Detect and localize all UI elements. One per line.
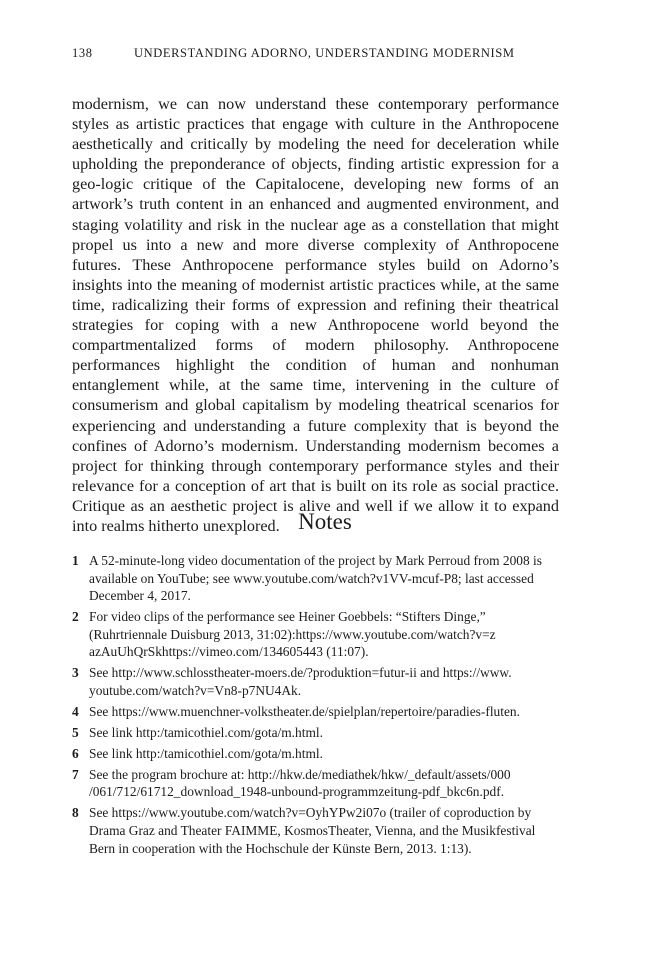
note-text: For video clips of the performance see Heiner Goebbels: “Stifters Dinge,” (Ruhrtriennale Duisburg 2013, 31:02):https://www.youtube.com/watch?v=z azAuUhQrSkhttps://vimeo.com/134605443 (11:07). xyxy=(89,609,496,660)
note-text: See https://www.youtube.com/watch?v=OyhYPw2i07o (trailer of coproduction by Drama Graz and Theater FAIMME, KosmosTheater, Vienna, and the Musikfestival Bern in cooperation with the Hochschule der Künste Bern, 2013. 1:13). xyxy=(89,805,536,856)
notes-heading: Notes xyxy=(298,509,352,534)
note-text: See https://www.muenchner-volkstheater.de/spielplan/repertoire/paradies-fluten. xyxy=(89,703,520,719)
page-header xyxy=(72,46,570,61)
page-number: 138 xyxy=(72,46,93,60)
note-text: See link http:/tamicothiel.com/gota/m.html. xyxy=(89,745,323,761)
note-text: See the program brochure at: http://hkw.de/mediathek/hkw/_default/assets/000 /061/712/61712_download_1948-unbound-programmzeitung-pdf_bkc6n.pdf. xyxy=(89,766,511,800)
note-item xyxy=(72,745,562,763)
note-item xyxy=(72,703,562,721)
note-item xyxy=(72,724,562,742)
note-number: 4 xyxy=(72,703,79,719)
note-number: 6 xyxy=(72,745,79,761)
note-item xyxy=(72,664,562,699)
note-item xyxy=(72,608,562,661)
running-head: UNDERSTANDING ADORNO, UNDERSTANDING MODERNISM xyxy=(134,46,515,60)
note-number: 1 xyxy=(72,553,79,568)
note-text: See link http:/tamicothiel.com/gota/m.html. xyxy=(89,724,323,740)
note-number: 3 xyxy=(72,665,79,681)
note-item xyxy=(72,766,562,801)
note-text: See http://www.schlosstheater-moers.de/?produktion=futur-ii and https://www. youtube.com/watch?v=Vn8-p7NU4Ak. xyxy=(89,665,512,698)
note-number: 5 xyxy=(72,724,79,740)
note-number: 2 xyxy=(72,609,79,625)
note-item xyxy=(72,804,562,857)
notes-list xyxy=(72,552,562,861)
note-number: 8 xyxy=(72,805,79,821)
note-item xyxy=(72,552,562,605)
note-number: 7 xyxy=(72,766,79,782)
body-paragraph: modernism, we can now understand these contemporary performance styles as artistic practices that engage with culture in the Anthropocene aesthetically and critically by modeling the need for deceleration while upholding the preponderance of objects, finding artistic expression for a geo-logic critique of the Capitalocene, developing new forms of an artwork’s truth content in an enhanced and augmented environment, and staging volatility and risk in the nuclear age as a constellation that might propel us into a new and more diverse complexity of Anthropocene futures. These Anthropocene performance styles build on Adorno’s insights into the meaning of modernist artistic practices while, at the same time, radicalizing their forms of expression and refining their theatrical strategies for coping with a new Anthropocene world beyond the compartmentalized forms of modern philosophy. Anthropocene performances highlight the condition of human and nonhuman entanglement while, at the same time, intervening in the culture of consumerism and global capitalism by modeling theatrical scenarios for experiencing and understanding a future complexity that is beyond the confines of Adorno’s modernism. Understanding modernism becomes a project for thinking through contemporary performance styles and their relevance for a conception of art that is built on its role as social practice. Critique as an aesthetic project is alive and well if we allow it to expand into realms hitherto unexplored. xyxy=(72,95,559,535)
note-text: A 52-minute-long video documentation of the project by Mark Perroud from 2008 is available on YouTube; see www.youtube.com/watch?v1VV-mcuf-P8; last accessed December 4, 2017. xyxy=(89,553,542,604)
